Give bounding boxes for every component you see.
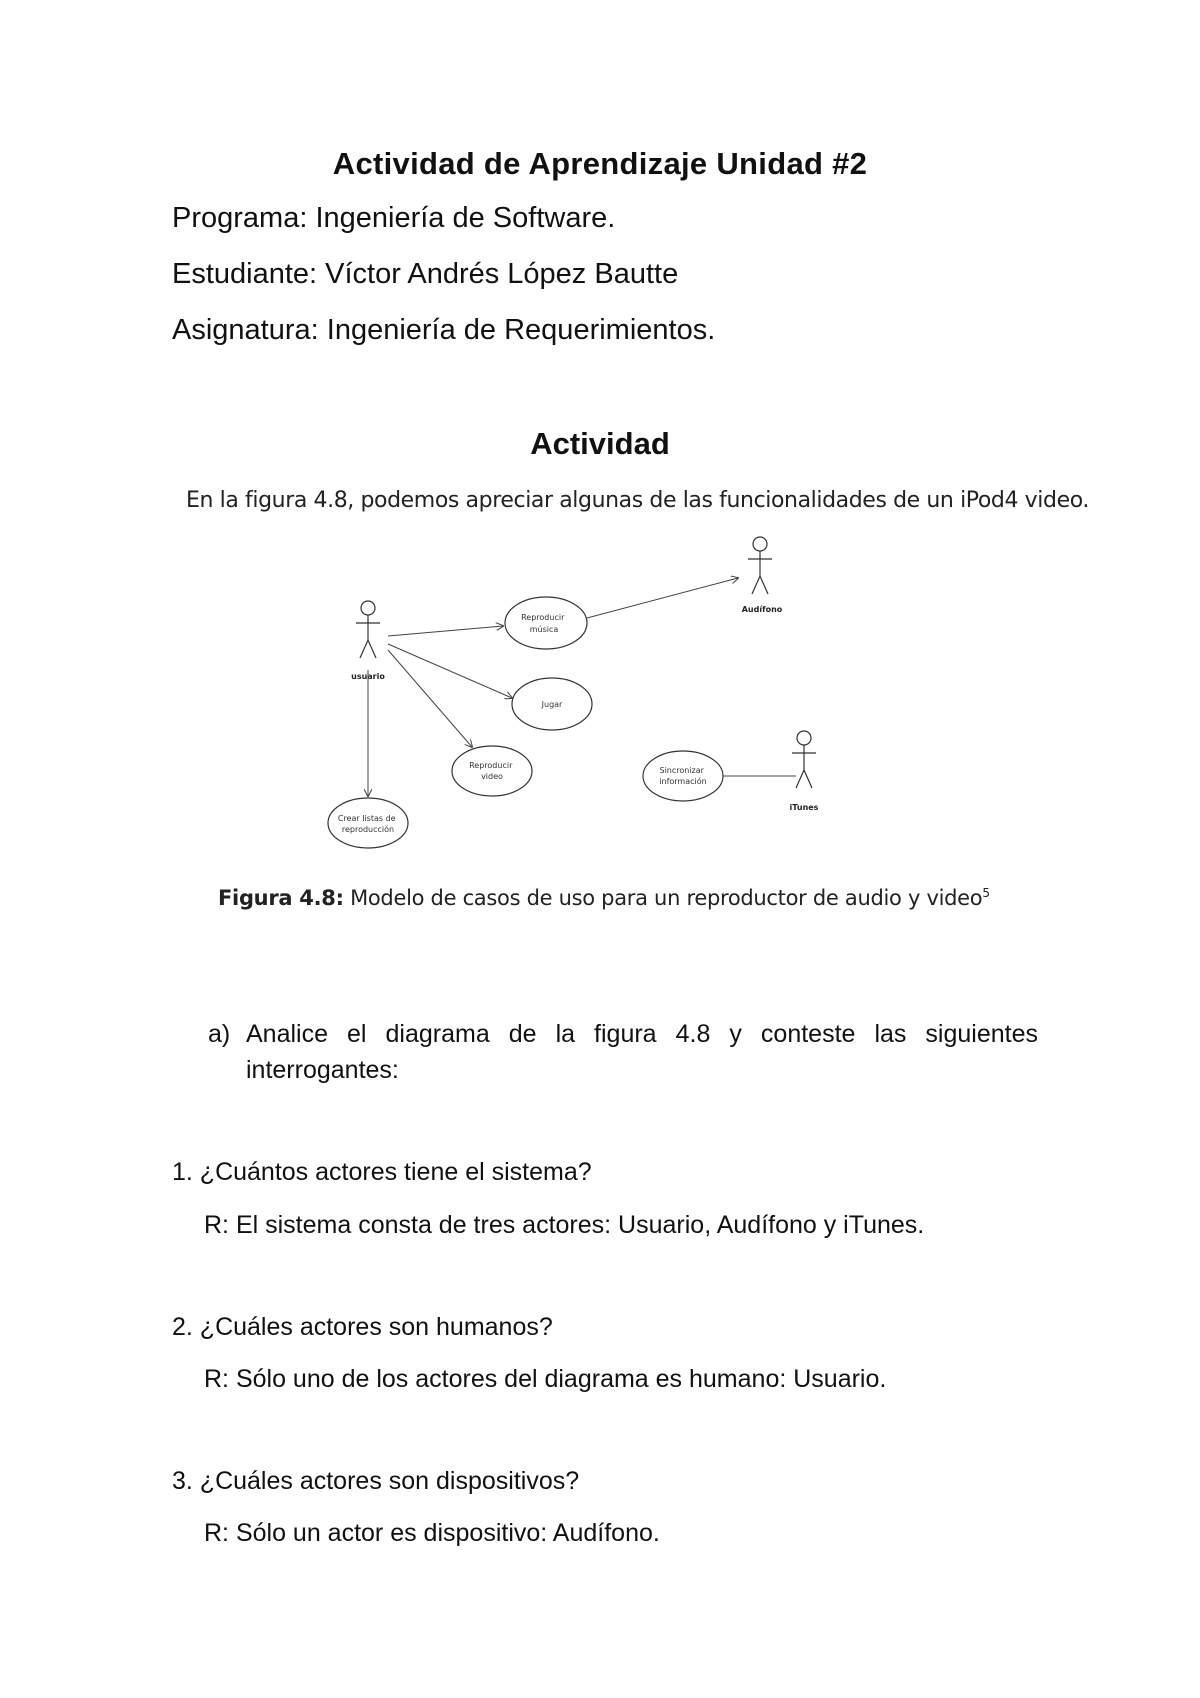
actor-usuario-label: usuario [351,672,385,681]
uc-reproducir-video-label-2: video [481,772,503,781]
uc-reproducir-musica-label-1: Reproducir [521,613,565,622]
uc-jugar-label: Jugar [541,700,563,709]
actor-audifono-label: Audífono [741,605,783,614]
answer-2: R: Sólo uno de los actores del diagrama es humano: Usuario. [204,1365,887,1393]
section-title: Actividad [530,426,670,461]
instruction-marker: a) [208,1020,231,1048]
estudiante-line: Estudiante: Víctor Andrés López Bautte [172,258,679,290]
page-title: Actividad de Aprendizaje Unidad #2 [332,146,868,181]
uc-crear-listas [328,798,408,848]
programa-line: Programa: Ingeniería de Software. [172,202,616,234]
assoc-reproducir-musica-audifono [587,578,738,618]
figure-caption-text: Modelo de casos de uso para un reproductor de audio y video [350,886,983,910]
uc-sincronizar-label-2: información [659,777,707,786]
uc-crear-listas-label-1: Crear listas de [337,814,396,823]
figure-caption-label: Figura 4.8: [218,886,344,910]
question-3: 3. ¿Cuáles actores son dispositivos? [172,1467,580,1495]
actor-itunes [792,731,816,788]
svg-text:Jugar [541,700,563,709]
figure-caption-footnote: 5 [982,886,990,900]
actor-audifono [748,537,772,594]
use-case-diagram [320,520,840,850]
asignatura-line: Asignatura: Ingeniería de Requerimientos. [172,314,716,346]
answer-1: R: El sistema consta de tres actores: Usuario, Audífono y iTunes. [204,1211,925,1239]
uc-sincronizar-label-1: Sincronizar [659,766,704,775]
assoc-usuario-reproducir-musica [388,626,503,636]
uc-crear-listas-label-2: reproducción [341,825,395,834]
uc-sincronizar [643,751,723,801]
uc-reproducir-video [452,746,532,796]
figure-caption [218,886,990,910]
uc-reproducir-musica [505,597,587,649]
instruction-text: Analice el diagrama de la figura 4.8 y conteste las siguientes interrogantes: [246,1020,1038,1084]
answer-3: R: Sólo un actor es dispositivo: Audífono. [204,1519,660,1547]
uc-reproducir-musica-label-2: música [529,625,559,634]
question-1: 1. ¿Cuántos actores tiene el sistema? [172,1158,592,1186]
uc-reproducir-video-label-1: Reproducir [469,761,513,770]
actor-usuario [356,601,380,658]
assoc-usuario-reproducir-video [388,650,472,747]
figure-intro: En la figura 4.8, podemos apreciar algunas de las funcionalidades de un iPod4 video. [186,488,1089,513]
actor-itunes-label: iTunes [789,803,819,812]
instruction [208,1016,1038,1088]
question-2: 2. ¿Cuáles actores son humanos? [172,1313,553,1341]
